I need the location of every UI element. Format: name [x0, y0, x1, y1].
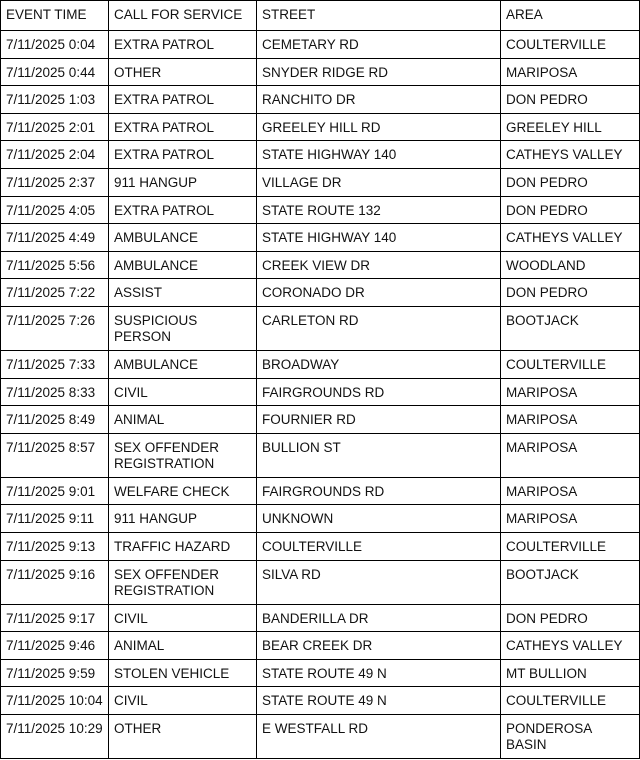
call-type-cell: AMBULANCE [109, 224, 257, 252]
event-time-cell: 7/11/2025 9:17 [1, 604, 109, 632]
table-row [1, 196, 640, 224]
table-row [1, 350, 640, 378]
table-row [1, 86, 640, 114]
street-cell: STATE ROUTE 49 N [257, 687, 501, 715]
table-row [1, 306, 640, 350]
area-cell: GREELEY HILL [501, 113, 640, 141]
area-cell: MARIPOSA [501, 505, 640, 533]
street-cell: E WESTFALL RD [257, 714, 501, 758]
street-cell: CEMETARY RD [257, 31, 501, 59]
event-time-cell: 7/11/2025 10:04 [1, 687, 109, 715]
area-cell: DON PEDRO [501, 196, 640, 224]
table-row [1, 251, 640, 279]
area-cell: DON PEDRO [501, 168, 640, 196]
area-cell: BOOTJACK [501, 560, 640, 604]
call-type-cell: EXTRA PATROL [109, 31, 257, 59]
area-cell: MARIPOSA [501, 433, 640, 477]
street-cell: CARLETON RD [257, 306, 501, 350]
call-type-cell: CIVIL [109, 604, 257, 632]
event-time-cell: 7/11/2025 0:44 [1, 58, 109, 86]
call-type-cell: SEX OFFENDER REGISTRATION [109, 560, 257, 604]
table-row [1, 168, 640, 196]
area-cell: COULTERVILLE [501, 687, 640, 715]
event-time-cell: 7/11/2025 9:11 [1, 505, 109, 533]
table-row [1, 505, 640, 533]
table-row [1, 31, 640, 59]
area-cell: CATHEYS VALLEY [501, 224, 640, 252]
area-cell: MARIPOSA [501, 406, 640, 434]
street-cell: CORONADO DR [257, 279, 501, 307]
event-time-cell: 7/11/2025 4:05 [1, 196, 109, 224]
event-time-cell: 7/11/2025 2:04 [1, 141, 109, 169]
call-type-cell: TRAFFIC HAZARD [109, 532, 257, 560]
call-type-cell: AMBULANCE [109, 350, 257, 378]
call-type-cell: AMBULANCE [109, 251, 257, 279]
area-cell: COULTERVILLE [501, 31, 640, 59]
event-time-cell: 7/11/2025 7:26 [1, 306, 109, 350]
table-row [1, 560, 640, 604]
table-row [1, 532, 640, 560]
event-time-cell: 7/11/2025 5:56 [1, 251, 109, 279]
area-cell: MARIPOSA [501, 378, 640, 406]
table-row [1, 714, 640, 758]
event-time-cell: 7/11/2025 8:49 [1, 406, 109, 434]
table-row [1, 687, 640, 715]
area-cell: MT BULLION [501, 659, 640, 687]
table-row [1, 659, 640, 687]
event-time-cell: 7/11/2025 2:37 [1, 168, 109, 196]
table-row [1, 141, 640, 169]
table-row [1, 113, 640, 141]
event-time-cell: 7/11/2025 8:57 [1, 433, 109, 477]
table-row [1, 224, 640, 252]
call-type-cell: 911 HANGUP [109, 168, 257, 196]
area-cell: CATHEYS VALLEY [501, 632, 640, 660]
street-cell: BULLION ST [257, 433, 501, 477]
event-time-cell: 7/11/2025 9:01 [1, 477, 109, 505]
column-header-street: STREET [257, 1, 501, 31]
column-header-event-time: EVENT TIME [1, 1, 109, 31]
call-type-cell: ASSIST [109, 279, 257, 307]
table-row [1, 433, 640, 477]
event-time-cell: 7/11/2025 10:29 [1, 714, 109, 758]
table-row [1, 604, 640, 632]
header-row [1, 1, 640, 31]
street-cell: SILVA RD [257, 560, 501, 604]
call-type-cell: EXTRA PATROL [109, 196, 257, 224]
street-cell: FOURNIER RD [257, 406, 501, 434]
street-cell: FAIRGROUNDS RD [257, 477, 501, 505]
street-cell: STATE ROUTE 49 N [257, 659, 501, 687]
column-header-call-for-service: CALL FOR SERVICE [109, 1, 257, 31]
call-type-cell: EXTRA PATROL [109, 141, 257, 169]
table-row [1, 406, 640, 434]
street-cell: CREEK VIEW DR [257, 251, 501, 279]
event-time-cell: 7/11/2025 7:33 [1, 350, 109, 378]
event-time-cell: 7/11/2025 9:16 [1, 560, 109, 604]
event-time-cell: 7/11/2025 9:59 [1, 659, 109, 687]
street-cell: STATE HIGHWAY 140 [257, 141, 501, 169]
table-row [1, 279, 640, 307]
area-cell: MARIPOSA [501, 477, 640, 505]
street-cell: STATE ROUTE 132 [257, 196, 501, 224]
event-time-cell: 7/11/2025 8:33 [1, 378, 109, 406]
table-row [1, 632, 640, 660]
street-cell: RANCHITO DR [257, 86, 501, 114]
event-time-cell: 7/11/2025 4:49 [1, 224, 109, 252]
event-time-cell: 7/11/2025 2:01 [1, 113, 109, 141]
call-type-cell: ANIMAL [109, 406, 257, 434]
area-cell: PONDEROSA BASIN [501, 714, 640, 758]
event-time-cell: 7/11/2025 7:22 [1, 279, 109, 307]
event-time-cell: 7/11/2025 1:03 [1, 86, 109, 114]
call-type-cell: WELFARE CHECK [109, 477, 257, 505]
table-row [1, 477, 640, 505]
street-cell: STATE HIGHWAY 140 [257, 224, 501, 252]
call-type-cell: SUSPICIOUS PERSON [109, 306, 257, 350]
call-type-cell: ANIMAL [109, 632, 257, 660]
column-header-area: AREA [501, 1, 640, 31]
call-type-cell: EXTRA PATROL [109, 113, 257, 141]
area-cell: DON PEDRO [501, 279, 640, 307]
area-cell: COULTERVILLE [501, 532, 640, 560]
street-cell: BEAR CREEK DR [257, 632, 501, 660]
table-body [1, 31, 640, 759]
call-type-cell: STOLEN VEHICLE [109, 659, 257, 687]
street-cell: COULTERVILLE [257, 532, 501, 560]
call-type-cell: CIVIL [109, 687, 257, 715]
event-time-cell: 7/11/2025 9:13 [1, 532, 109, 560]
area-cell: WOODLAND [501, 251, 640, 279]
street-cell: BROADWAY [257, 350, 501, 378]
street-cell: VILLAGE DR [257, 168, 501, 196]
area-cell: DON PEDRO [501, 604, 640, 632]
call-type-cell: 911 HANGUP [109, 505, 257, 533]
street-cell: GREELEY HILL RD [257, 113, 501, 141]
call-type-cell: OTHER [109, 714, 257, 758]
street-cell: BANDERILLA DR [257, 604, 501, 632]
event-time-cell: 7/11/2025 9:46 [1, 632, 109, 660]
street-cell: UNKNOWN [257, 505, 501, 533]
call-type-cell: EXTRA PATROL [109, 86, 257, 114]
area-cell: BOOTJACK [501, 306, 640, 350]
area-cell: DON PEDRO [501, 86, 640, 114]
area-cell: COULTERVILLE [501, 350, 640, 378]
call-type-cell: CIVIL [109, 378, 257, 406]
area-cell: CATHEYS VALLEY [501, 141, 640, 169]
table-header [1, 1, 640, 31]
call-type-cell: SEX OFFENDER REGISTRATION [109, 433, 257, 477]
street-cell: SNYDER RIDGE RD [257, 58, 501, 86]
event-time-cell: 7/11/2025 0:04 [1, 31, 109, 59]
table-row [1, 378, 640, 406]
call-type-cell: OTHER [109, 58, 257, 86]
street-cell: FAIRGROUNDS RD [257, 378, 501, 406]
area-cell: MARIPOSA [501, 58, 640, 86]
table-row [1, 58, 640, 86]
